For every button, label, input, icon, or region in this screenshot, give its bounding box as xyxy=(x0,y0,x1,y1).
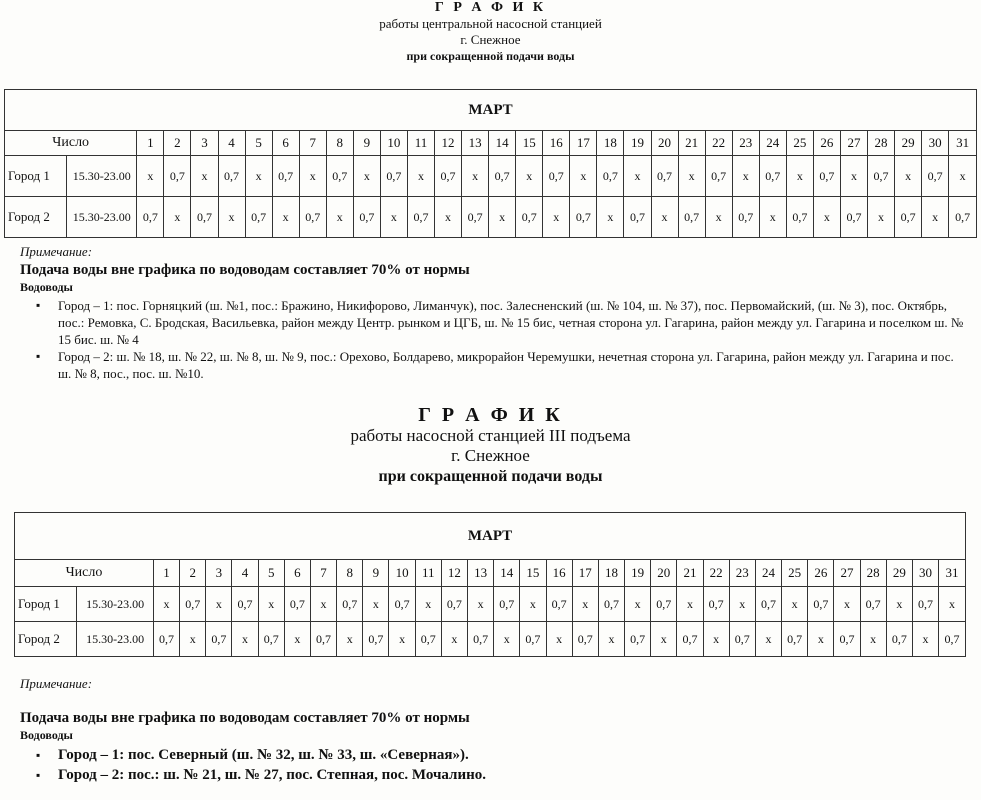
supply-value-cell: 0,7 xyxy=(441,587,467,622)
note-label: Примечание: xyxy=(20,676,93,691)
supply-value-cell: 0,7 xyxy=(868,156,895,197)
supply-value-cell: 0,7 xyxy=(840,197,867,238)
supply-value-cell: 0,7 xyxy=(337,587,363,622)
day-number-cell: 7 xyxy=(299,131,326,156)
supply-value-cell: 0,7 xyxy=(164,156,191,197)
list-item xyxy=(36,745,970,765)
supply-value-cell: x xyxy=(912,622,938,657)
supply-value-cell: x xyxy=(489,197,516,238)
sheet-subtitle: работы центральной насосной станцией xyxy=(379,16,602,31)
supply-value-cell: x xyxy=(813,197,840,238)
supply-value-cell: x xyxy=(840,156,867,197)
vodovody-heading: Водоводы xyxy=(20,728,73,742)
supply-value-cell: x xyxy=(732,156,759,197)
days-row xyxy=(5,131,977,156)
supply-value-cell: 0,7 xyxy=(786,197,813,238)
vodovody-heading: Водоводы xyxy=(20,280,73,294)
day-number-cell: 18 xyxy=(598,560,624,587)
pipeline-list xyxy=(20,297,970,382)
supply-value-cell: x xyxy=(572,587,598,622)
schedule-sheet-central xyxy=(0,0,981,381)
supply-value-cell: x xyxy=(258,587,284,622)
supply-value-cell: x xyxy=(218,197,245,238)
day-number-cell: 1 xyxy=(153,560,179,587)
supply-value-cell: x xyxy=(191,156,218,197)
supply-value-cell: x xyxy=(651,622,677,657)
supply-value-cell: x xyxy=(624,156,651,197)
supply-value-cell: 0,7 xyxy=(572,622,598,657)
supply-value-cell: x xyxy=(868,197,895,238)
schedule-table xyxy=(4,89,977,238)
supply-value-cell: x xyxy=(380,197,407,238)
supply-value-cell: x xyxy=(415,587,441,622)
supply-value-cell: 0,7 xyxy=(570,197,597,238)
supply-value-cell: x xyxy=(597,197,624,238)
supply-value-cell: 0,7 xyxy=(755,587,781,622)
supply-value-cell: x xyxy=(759,197,786,238)
sheet-mode: при сокращенной подачи воды xyxy=(406,49,575,63)
supply-value-cell: 0,7 xyxy=(299,197,326,238)
day-number-cell: 16 xyxy=(543,131,570,156)
day-number-cell: 20 xyxy=(651,560,677,587)
supply-value-cell: 0,7 xyxy=(949,197,977,238)
day-number-cell: 28 xyxy=(868,131,895,156)
supply-value-cell: 0,7 xyxy=(543,156,570,197)
supply-value-cell: x xyxy=(543,197,570,238)
day-number-cell: 6 xyxy=(284,560,310,587)
supply-value-cell: x xyxy=(729,587,755,622)
day-number-cell: 2 xyxy=(164,131,191,156)
supply-value-cell: x xyxy=(389,622,415,657)
day-number-cell: 22 xyxy=(705,131,732,156)
day-number-cell: 26 xyxy=(808,560,834,587)
day-number-cell: 9 xyxy=(363,560,389,587)
supply-value-cell: x xyxy=(137,156,164,197)
day-number-cell: 2 xyxy=(180,560,206,587)
supply-value-cell: x xyxy=(546,622,572,657)
day-number-cell: 20 xyxy=(651,131,678,156)
supply-value-cell: 0,7 xyxy=(353,197,380,238)
supply-value-cell: x xyxy=(232,622,258,657)
supply-value-cell: x xyxy=(441,622,467,657)
day-number-cell: 14 xyxy=(489,131,516,156)
list-item xyxy=(36,297,970,348)
supply-value-cell: 0,7 xyxy=(468,622,494,657)
time-range: 15.30-23.00 xyxy=(77,587,154,622)
day-number-cell: 15 xyxy=(516,131,543,156)
day-number-cell: 9 xyxy=(353,131,380,156)
day-number-cell: 25 xyxy=(786,131,813,156)
city-label: Город 2 xyxy=(15,622,77,657)
time-range: 15.30-23.00 xyxy=(77,622,154,657)
supply-value-cell: 0,7 xyxy=(860,587,886,622)
supply-value-cell: 0,7 xyxy=(489,156,516,197)
supply-value-cell: x xyxy=(570,156,597,197)
day-number-cell: 22 xyxy=(703,560,729,587)
day-number-cell: 1 xyxy=(137,131,164,156)
supply-value-cell: 0,7 xyxy=(546,587,572,622)
supply-value-cell: x xyxy=(808,622,834,657)
time-range: 15.30-23.00 xyxy=(67,197,137,238)
supply-value-cell: x xyxy=(326,197,353,238)
supply-value-cell: 0,7 xyxy=(407,197,434,238)
supply-value-cell: 0,7 xyxy=(206,622,232,657)
supply-value-cell: 0,7 xyxy=(389,587,415,622)
day-number-cell: 19 xyxy=(625,560,651,587)
day-number-cell: 31 xyxy=(939,560,966,587)
day-number-cell: 23 xyxy=(729,560,755,587)
city-label: Город 1 xyxy=(5,156,67,197)
supply-value-cell: 0,7 xyxy=(516,197,543,238)
supply-value-cell: x xyxy=(272,197,299,238)
supply-value-cell: 0,7 xyxy=(808,587,834,622)
day-number-cell: 16 xyxy=(546,560,572,587)
city-row xyxy=(5,156,977,197)
supply-value-cell: 0,7 xyxy=(705,156,732,197)
supply-value-cell: x xyxy=(677,587,703,622)
supply-value-cell: x xyxy=(468,587,494,622)
sheet-title: Г Р А Ф И К xyxy=(434,0,547,15)
supply-value-cell: x xyxy=(164,197,191,238)
day-number-cell: 21 xyxy=(677,560,703,587)
supply-value-cell: x xyxy=(939,587,966,622)
supply-value-cell: x xyxy=(678,156,705,197)
supply-value-cell: 0,7 xyxy=(520,622,546,657)
supply-value-cell: 0,7 xyxy=(624,197,651,238)
supply-value-cell: 0,7 xyxy=(435,156,462,197)
notes-section xyxy=(20,244,970,382)
supply-value-cell: x xyxy=(353,156,380,197)
day-number-cell: 7 xyxy=(310,560,336,587)
bullet-icon: ▪ xyxy=(36,748,41,762)
sheet-header xyxy=(0,0,981,64)
supply-value-cell: 0,7 xyxy=(363,622,389,657)
day-number-cell: 3 xyxy=(191,131,218,156)
day-number-cell: 12 xyxy=(435,131,462,156)
supply-value-cell: 0,7 xyxy=(597,156,624,197)
day-number-cell: 18 xyxy=(597,131,624,156)
supply-value-cell: x xyxy=(786,156,813,197)
supply-value-cell: 0,7 xyxy=(462,197,489,238)
supply-value-cell: 0,7 xyxy=(272,156,299,197)
supply-value-cell: x xyxy=(782,587,808,622)
day-number-cell: 26 xyxy=(813,131,840,156)
supply-value-cell: x xyxy=(886,587,912,622)
supply-value-cell: x xyxy=(651,197,678,238)
supply-value-cell: x xyxy=(407,156,434,197)
city-row xyxy=(15,587,966,622)
day-number-cell: 30 xyxy=(922,131,949,156)
supply-value-cell: 0,7 xyxy=(598,587,624,622)
supply-value-cell: x xyxy=(516,156,543,197)
day-number-cell: 11 xyxy=(407,131,434,156)
list-item-text: Город – 2: ш. № 18, ш. № 22, ш. № 8, ш. № 9, пос.: Орехово, Болдарево, микрорайон Черемушки, нечетная сторона ул. Гагарина, район между ул. Гагарина и пос. ш. № 8, пос., пос. ш. №10. xyxy=(58,349,954,381)
bullet-icon: ▪ xyxy=(36,298,41,312)
day-number-cell: 19 xyxy=(624,131,651,156)
city-row xyxy=(5,197,977,238)
day-number-cell: 10 xyxy=(389,560,415,587)
supply-statement: Подача воды вне графика по водоводам составляет 70% от нормы xyxy=(20,262,470,278)
day-number-cell: 8 xyxy=(337,560,363,587)
supply-value-cell: 0,7 xyxy=(232,587,258,622)
supply-value-cell: 0,7 xyxy=(245,197,272,238)
sheet-title: Г Р А Ф И К xyxy=(418,404,563,426)
list-item-text: Город – 2: пос.: ш. № 21, ш. № 27, пос. Степная, пос. Мочалино. xyxy=(58,767,487,783)
supply-value-cell: 0,7 xyxy=(137,197,164,238)
day-number-cell: 10 xyxy=(380,131,407,156)
supply-value-cell: x xyxy=(755,622,781,657)
day-number-cell: 28 xyxy=(860,560,886,587)
supply-value-cell: x xyxy=(494,622,520,657)
supply-value-cell: x xyxy=(310,587,336,622)
day-number-cell: 21 xyxy=(678,131,705,156)
day-number-cell: 12 xyxy=(441,560,467,587)
supply-value-cell: 0,7 xyxy=(678,197,705,238)
day-number-cell: 13 xyxy=(468,560,494,587)
supply-value-cell: 0,7 xyxy=(729,622,755,657)
sheet-town: г. Снежное xyxy=(451,446,530,465)
supply-value-cell: 0,7 xyxy=(326,156,353,197)
supply-value-cell: 0,7 xyxy=(415,622,441,657)
day-number-cell: 30 xyxy=(912,560,938,587)
day-number-cell: 5 xyxy=(245,131,272,156)
day-number-cell: 11 xyxy=(415,560,441,587)
day-number-cell: 29 xyxy=(895,131,922,156)
bullet-icon: ▪ xyxy=(36,349,41,363)
day-number-cell: 31 xyxy=(949,131,977,156)
supply-value-cell: x xyxy=(462,156,489,197)
supply-value-cell: 0,7 xyxy=(677,622,703,657)
supply-value-cell: 0,7 xyxy=(284,587,310,622)
supply-value-cell: x xyxy=(520,587,546,622)
supply-value-cell: 0,7 xyxy=(310,622,336,657)
sheet-header xyxy=(0,400,981,488)
supply-value-cell: 0,7 xyxy=(258,622,284,657)
supply-value-cell: 0,7 xyxy=(782,622,808,657)
supply-value-cell: x xyxy=(922,197,949,238)
supply-value-cell: x xyxy=(245,156,272,197)
supply-value-cell: 0,7 xyxy=(912,587,938,622)
supply-value-cell: 0,7 xyxy=(703,587,729,622)
supply-value-cell: 0,7 xyxy=(813,156,840,197)
sheet-town: г. Снежное xyxy=(460,32,521,47)
supply-value-cell: 0,7 xyxy=(218,156,245,197)
supply-value-cell: x xyxy=(834,587,860,622)
day-number-cell: 15 xyxy=(520,560,546,587)
day-number-cell: 24 xyxy=(755,560,781,587)
day-number-cell: 29 xyxy=(886,560,912,587)
supply-value-cell: 0,7 xyxy=(732,197,759,238)
day-number-cell: 27 xyxy=(834,560,860,587)
supply-statement: Подача воды вне графика по водоводам составляет 70% от нормы xyxy=(20,710,470,726)
supply-value-cell: x xyxy=(206,587,232,622)
note-label: Примечание: xyxy=(20,244,93,259)
day-number-cell: 24 xyxy=(759,131,786,156)
schedule-table xyxy=(14,512,966,657)
days-row xyxy=(15,560,966,587)
supply-value-cell: x xyxy=(598,622,624,657)
supply-value-cell: x xyxy=(363,587,389,622)
supply-value-cell: 0,7 xyxy=(939,622,966,657)
supply-value-cell: x xyxy=(435,197,462,238)
supply-value-cell: 0,7 xyxy=(625,622,651,657)
supply-value-cell: x xyxy=(625,587,651,622)
supply-value-cell: 0,7 xyxy=(886,622,912,657)
day-number-cell: 4 xyxy=(218,131,245,156)
bullet-icon: ▪ xyxy=(36,768,41,782)
city-label: Город 1 xyxy=(15,587,77,622)
list-item xyxy=(36,765,970,785)
day-number-cell: 13 xyxy=(462,131,489,156)
month-header: МАРТ xyxy=(15,513,966,560)
supply-value-cell: x xyxy=(703,622,729,657)
sheet-mode: при сокращенной подачи воды xyxy=(378,468,603,485)
day-number-cell: 27 xyxy=(840,131,867,156)
day-number-cell: 5 xyxy=(258,560,284,587)
supply-value-cell: 0,7 xyxy=(834,622,860,657)
supply-value-cell: x xyxy=(705,197,732,238)
day-number-cell: 17 xyxy=(570,131,597,156)
notes-section xyxy=(20,676,970,785)
day-number-cell: 25 xyxy=(782,560,808,587)
day-number-cell: 23 xyxy=(732,131,759,156)
supply-value-cell: x xyxy=(284,622,310,657)
supply-value-cell: x xyxy=(337,622,363,657)
supply-value-cell: x xyxy=(860,622,886,657)
supply-value-cell: x xyxy=(180,622,206,657)
supply-value-cell: x xyxy=(895,156,922,197)
supply-value-cell: 0,7 xyxy=(180,587,206,622)
time-range: 15.30-23.00 xyxy=(67,156,137,197)
supply-value-cell: x xyxy=(299,156,326,197)
supply-value-cell: 0,7 xyxy=(494,587,520,622)
supply-value-cell: 0,7 xyxy=(895,197,922,238)
day-header-label: Число xyxy=(15,560,154,587)
day-number-cell: 6 xyxy=(272,131,299,156)
supply-value-cell: 0,7 xyxy=(191,197,218,238)
city-row xyxy=(15,622,966,657)
list-item-text: Город – 1: пос. Северный (ш. № 32, ш. № 33, ш. «Северная»). xyxy=(58,747,469,763)
supply-value-cell: 0,7 xyxy=(380,156,407,197)
city-label: Город 2 xyxy=(5,197,67,238)
month-header: МАРТ xyxy=(5,90,977,131)
day-number-cell: 14 xyxy=(494,560,520,587)
day-number-cell: 3 xyxy=(206,560,232,587)
supply-value-cell: 0,7 xyxy=(759,156,786,197)
day-number-cell: 17 xyxy=(572,560,598,587)
schedule-sheet-station-3 xyxy=(0,400,981,783)
sheet-subtitle: работы насосной станцией III подъема xyxy=(350,426,631,445)
day-number-cell: 4 xyxy=(232,560,258,587)
list-item-text: Город – 1: пос. Горняцкий (ш. №1, пос.: Бражино, Никифорово, Лиманчук), пос. Залесненский (ш. № 104, ш. № 37), пос. Первомайский, (ш. № 3), пос. Октябрь, пос.: Ремовка, С. Бродская, Васильевка, район между Центр. рынком и ЦГБ, ш. № 15 бис, четная сторона ул. Гагарина, район между ул. Гагарина и поселком ш. № 15 бис. ш. № 4 xyxy=(58,298,964,347)
day-header-label: Число xyxy=(5,131,137,156)
list-item xyxy=(36,348,970,382)
pipeline-list xyxy=(20,745,970,785)
day-number-cell: 8 xyxy=(326,131,353,156)
supply-value-cell: x xyxy=(949,156,977,197)
supply-value-cell: 0,7 xyxy=(153,622,179,657)
supply-value-cell: 0,7 xyxy=(651,156,678,197)
supply-value-cell: x xyxy=(153,587,179,622)
supply-value-cell: 0,7 xyxy=(651,587,677,622)
supply-value-cell: 0,7 xyxy=(922,156,949,197)
